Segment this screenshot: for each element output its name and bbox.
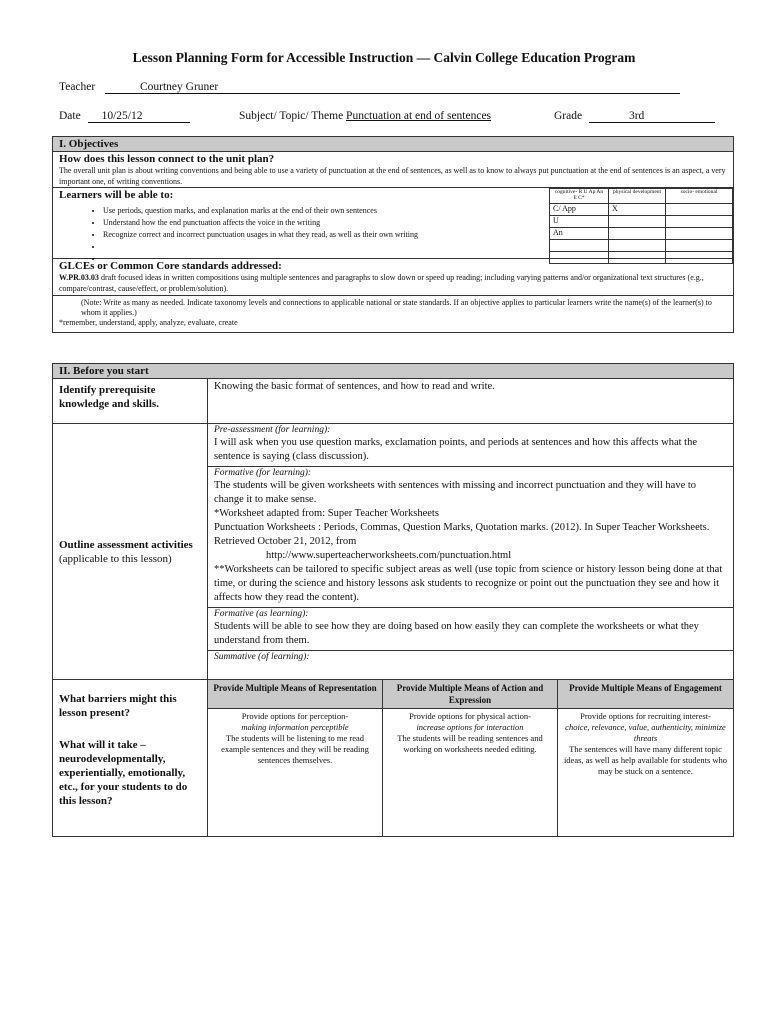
- formative2-label: Formative (as learning):: [214, 609, 309, 619]
- means-italic: choice, relevance, value, authenticity, minimize threats: [565, 722, 726, 743]
- formative1-line: The students will be given worksheets with sentences with missing and incorrect punctuation and they will have to change it to make sense.: [214, 480, 697, 505]
- take-label: What will it take – neurodevelopmentally, experientially, emotionally, etc., for your students to do this lesson?: [59, 739, 188, 807]
- formative-for-learning[interactable]: [208, 467, 733, 608]
- formative-as-learning[interactable]: [208, 608, 733, 651]
- taxonomy-header-socio: socio- emotional: [666, 189, 733, 204]
- formative1-url[interactable]: http://www.superteacherworksheets.com/punctuation.html: [266, 550, 512, 561]
- means-action-header: Provide Multiple Means of Action and Expression: [383, 680, 558, 709]
- learner-objective-item[interactable]: • Use periods, question marks, and explanation marks at the end of their own sentences: [103, 205, 549, 217]
- taxonomy-cell[interactable]: X: [609, 204, 666, 216]
- learner-objective-item[interactable]: [103, 253, 549, 265]
- assessment-label: Outline assessment activities: [59, 538, 193, 551]
- prereq-label: Identify prerequisite knowledge and skills.: [53, 379, 208, 424]
- means-engagement-header: Provide Multiple Means of Engagement: [558, 680, 734, 709]
- formative1-line: *Worksheet adapted from: Super Teacher Worksheets: [214, 508, 439, 519]
- taxonomy-cell[interactable]: [609, 228, 666, 240]
- taxonomy-cell[interactable]: C/ App: [550, 204, 609, 216]
- taxonomy-cell[interactable]: [666, 204, 733, 216]
- before-start-section: [52, 363, 734, 837]
- glce-standard[interactable]: [53, 272, 733, 295]
- teacher-label: Teacher: [59, 81, 96, 93]
- pre-assessment[interactable]: [208, 424, 733, 467]
- taxonomy-cell[interactable]: [609, 252, 666, 264]
- learners-heading: Learners will be able to:: [59, 189, 174, 201]
- formative1-line: **Worksheets can be tailored to specific subject areas as well (use topic from science or history lesson being done at that time, or during the science and history lessons ask students to recognize or point out the punctuation they see and how it affects how they read the content).: [214, 564, 723, 603]
- means-action-cell[interactable]: [383, 709, 558, 837]
- learner-objective-item[interactable]: • Understand how the end punctuation affects the voice in the writing: [103, 217, 549, 229]
- taxonomy-cell[interactable]: [666, 252, 733, 264]
- taxonomy-table: [549, 188, 733, 264]
- grade-row: [554, 110, 715, 123]
- formative1-label: Formative (for learning):: [214, 468, 312, 478]
- means-italic: increase options for interaction: [416, 722, 524, 732]
- taxonomy-cell[interactable]: [666, 240, 733, 252]
- taxonomy-header-physical: physical development: [609, 189, 666, 204]
- taxonomy-cell[interactable]: [666, 228, 733, 240]
- summative-assessment[interactable]: [208, 651, 733, 679]
- form-title: Lesson Planning Form for Accessible Instruction — Calvin College Education Program: [132, 50, 636, 65]
- glce-code: W.PR.03.03: [59, 273, 99, 282]
- unit-plan-question: How does this lesson connect to the unit plan?: [59, 153, 275, 165]
- learners-objectives: [53, 188, 549, 258]
- learner-objective-list: [53, 205, 549, 265]
- unit-plan-answer[interactable]: The overall unit plan is about writing conventions and being able to use a variety of punctuation at the end of sentences, as well as to know to always put punctuation at the end of sentences is an aspect, a very important one, of writing conventions.: [59, 166, 726, 186]
- taxonomy-cell[interactable]: An: [550, 228, 609, 240]
- learners-block: [53, 187, 733, 258]
- date-row: [59, 110, 190, 123]
- date-value[interactable]: 10/25/12: [88, 110, 190, 123]
- means-body: The sentences will have many different topic ideas, as well as help available for students who may be stuck on a sentence.: [563, 744, 728, 776]
- means-representation-cell[interactable]: [208, 709, 383, 837]
- date-label: Date: [59, 110, 81, 122]
- taxonomy-cell[interactable]: [550, 252, 609, 264]
- barriers-label: What barriers might this lesson present?: [59, 693, 177, 719]
- formative2-text: Students will be able to see how they are doing based on how easily they can complete the worksheets or what they understand from them.: [214, 621, 699, 646]
- grade-value[interactable]: 3rd: [589, 110, 715, 123]
- taxonomy-cell[interactable]: [609, 240, 666, 252]
- assessment-activities: [208, 424, 734, 680]
- barriers-label-cell: [53, 680, 208, 837]
- means-italic: making information perceptible: [241, 722, 349, 732]
- subject-label: Subject/ Topic/ Theme: [239, 110, 344, 122]
- subject-value[interactable]: Punctuation at end of sentences: [346, 110, 492, 122]
- taxonomy-cell[interactable]: [550, 240, 609, 252]
- glce-heading: GLCEs or Common Core standards addressed:: [59, 260, 282, 272]
- means-lead: Provide options for perception-: [241, 711, 349, 721]
- assessment-sublabel: (applicable to this lesson): [59, 552, 172, 565]
- means-body: The students will be reading sentences and working on worksheets needed editing.: [397, 733, 543, 754]
- pre-assessment-label: Pre-assessment (for learning):: [214, 425, 331, 435]
- before-start-heading: II. Before you start: [53, 364, 734, 379]
- summative-label: Summative (of learning):: [214, 652, 310, 662]
- taxonomy-header-cognitive: cognitive- R U Ap An E C*: [550, 189, 609, 204]
- taxonomy-cell[interactable]: [666, 216, 733, 228]
- formative1-citation: Punctuation Worksheets : Periods, Commas, Question Marks, Quotation marks. (2012). In Super Teacher Worksheets. Retrieved October 21, 2012, from: [214, 522, 710, 547]
- glce-text: draft focused ideas in written compositions using multiple sentences and paragraphs to slow down or speed up reading; including varying patterns and/or organizational text structures (e.g., compare/contrast, cause/effect, or problem/solution).: [59, 273, 704, 293]
- learner-objective-item[interactable]: [103, 241, 549, 253]
- note-text: (Note: Write as many as needed. Indicate taxonomy levels and connections to applicable national or state standards. If an objective applies to particular learners write the name(s) of the learner(s) to whom it applies.): [81, 298, 712, 317]
- learner-objective-item[interactable]: • Recognize correct and incorrect punctuation usages in what they read, as well as their own writing: [103, 229, 549, 241]
- means-engagement-cell[interactable]: [558, 709, 734, 837]
- taxonomy-key: *remember, understand, apply, analyze, evaluate, create: [59, 318, 238, 327]
- prereq-value[interactable]: Knowing the basic format of sentences, and how to read and write.: [208, 379, 734, 424]
- teacher-value[interactable]: Courtney Gruner: [105, 81, 680, 94]
- grade-label: Grade: [554, 110, 583, 122]
- teacher-row: [59, 81, 680, 94]
- taxonomy-cell[interactable]: [609, 216, 666, 228]
- means-lead: Provide options for physical action-: [409, 711, 531, 721]
- subject-row: [239, 110, 491, 122]
- assessment-label-cell: [53, 424, 208, 680]
- taxonomy-cell[interactable]: U: [550, 216, 609, 228]
- means-representation-header: Provide Multiple Means of Representation: [208, 680, 383, 709]
- means-lead: Provide options for recruiting interest-: [580, 711, 711, 721]
- pre-assessment-text: I will ask when you use question marks, exclamation points, and periods at sentences and how this affects what the sentence is saying (class discussion).: [214, 437, 697, 462]
- objectives-note: [53, 295, 733, 332]
- means-body: The students will be listening to me read example sentences and they will be reading sentences themselves.: [221, 733, 369, 765]
- objectives-heading: I. Objectives: [53, 137, 733, 152]
- objectives-section: [52, 136, 734, 333]
